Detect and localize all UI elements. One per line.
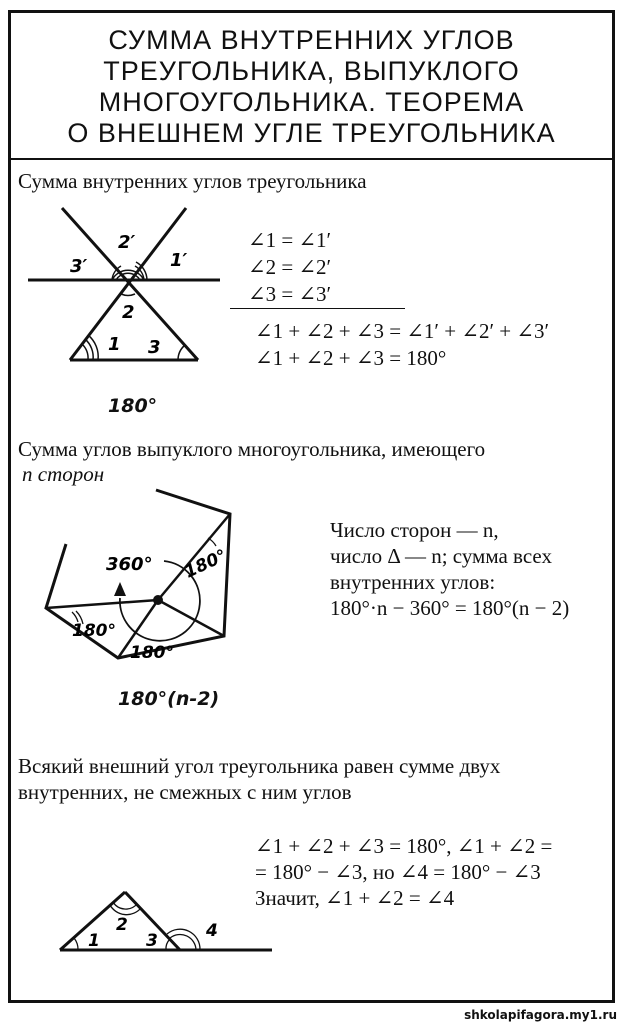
title-line: О ВНЕШНЕМ УГЛЕ ТРЕУГОЛЬНИКА: [67, 118, 556, 148]
angle-label-1: 1: [88, 931, 100, 951]
polygon-text-line: 180°·n − 360° = 180°(n − 2): [330, 596, 570, 620]
section1-heading: Сумма внутренних углов треугольника: [18, 169, 367, 193]
angle-label-2prime: 2′: [118, 232, 136, 253]
watermark: shkolapifagora.my1.ru: [464, 1008, 617, 1022]
exterior-angle-text-line: = 180° − ∠3, но ∠4 = 180° − ∠3: [255, 860, 541, 884]
polygon-text-line: внутренних углов:: [330, 570, 496, 594]
title-line: СУММА ВНУТРЕННИХ УГЛОВ: [108, 25, 515, 55]
result-line: ∠1 + ∠2 + ∠3 = ∠1′ + ∠2′ + ∠3′: [255, 319, 550, 343]
polygon-text-line: число Δ — n; сумма всех: [330, 544, 552, 568]
equation-line: ∠3 = ∠3′: [248, 282, 332, 306]
angle-label-4: 4: [206, 921, 218, 941]
triangle-angle-label: 180°: [72, 621, 116, 641]
angle-label-1: 1: [108, 334, 121, 355]
triangle-angle-label: 180°: [181, 545, 230, 583]
exterior-angle-text-line: ∠1 + ∠2 + ∠3 = 180°, ∠1 + ∠2 =: [255, 834, 553, 858]
figure1-caption: 180°: [108, 395, 158, 417]
section3-heading-line2: внутренних, не смежных с ним углов: [18, 780, 352, 804]
equation-line: ∠1 = ∠1′: [248, 228, 332, 252]
result-line: ∠1 + ∠2 + ∠3 = 180°: [255, 346, 447, 370]
page-title: [11, 25, 612, 149]
angle-label-3prime: 3′: [70, 256, 88, 277]
triangle-parallel-figure: [20, 200, 230, 380]
title-line: ТРЕУГОЛЬНИКА, ВЫПУКЛОГО: [103, 56, 520, 86]
exterior-angle-text-line: Значит, ∠1 + ∠2 = ∠4: [255, 886, 455, 910]
exterior-angle-figure: [50, 880, 275, 960]
full-angle-label: 360°: [106, 554, 153, 575]
angle-label-1prime: 1′: [170, 250, 188, 271]
section3-heading-line1: Всякий внешний угол треугольника равен сумме двух: [18, 754, 501, 778]
section2-heading-line1: Сумма углов выпуклого многоугольника, имеющего: [18, 437, 486, 461]
figure2-caption: 180°(n-2): [118, 688, 220, 710]
angle-label-3: 3: [148, 337, 161, 358]
equation-line: ∠2 = ∠2′: [248, 255, 332, 279]
title-line: МНОГОУГОЛЬНИКА. ТЕОРЕМА: [98, 87, 525, 117]
triangle-angle-label: 180°: [130, 643, 174, 663]
angle-label-2: 2: [116, 915, 128, 935]
angle-label-3: 3: [146, 931, 158, 951]
section2-heading-line2: n сторон: [22, 462, 105, 486]
equation-divider: [230, 308, 405, 309]
angle-label-2: 2: [122, 302, 135, 323]
polygon-figure: [38, 486, 238, 686]
polygon-text-line: Число сторон — n,: [330, 518, 499, 542]
title-divider: [11, 158, 612, 160]
